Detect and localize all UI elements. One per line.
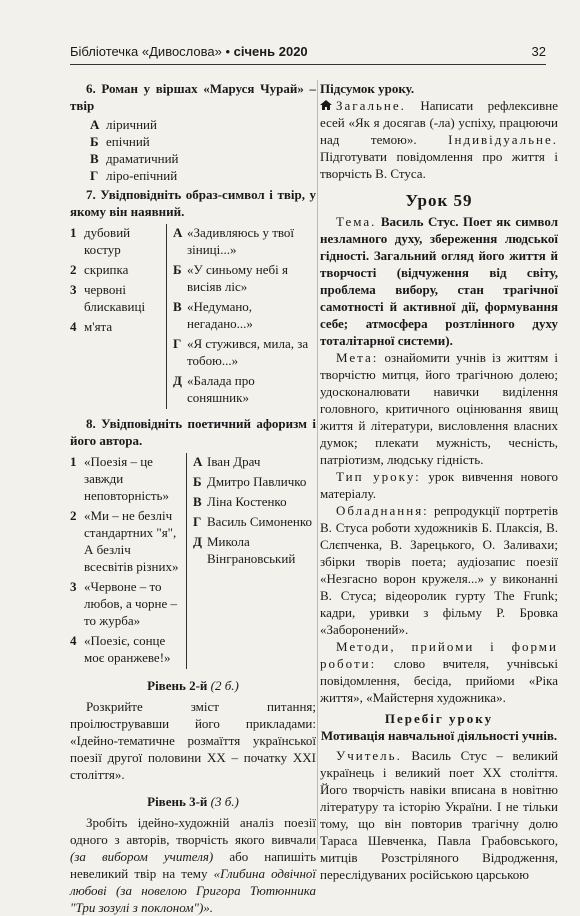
- q8-right-item-text: Ліна Костенко: [207, 494, 287, 509]
- q6-option-letter: Г: [90, 168, 99, 183]
- q7-left-item-key: 4: [70, 319, 77, 334]
- q8-right-item-key: Д: [193, 534, 202, 549]
- q8-right-item: [193, 493, 316, 510]
- q8-right-item-key: Б: [193, 474, 202, 489]
- question-7: 7. Увідповідніть образ-символ і твір, у якому він наявний.: [70, 187, 316, 219]
- q6-option-letter: А: [90, 117, 100, 132]
- q7-right-item: [173, 261, 316, 295]
- q8-left-item-text: «Поезіє, сонце моє оранжеве!»: [84, 633, 171, 665]
- q7-left-item: [70, 281, 162, 315]
- q6-option-text: драматичний: [106, 151, 179, 166]
- q7-right-item-text: «Я стужився, мила, за тобою...»: [187, 336, 309, 368]
- q8-left-item-text: «Червоне – то любов, а чорне – то журба»: [84, 579, 177, 628]
- question-7-matching: [70, 224, 316, 409]
- q8-right-item-key: Г: [193, 514, 202, 529]
- motivation-heading: Мотивація навчальної діяльності учнів.: [320, 728, 558, 743]
- q7-right-item-text: «У синьому небі я висіяв ліс»: [187, 262, 288, 294]
- q7-left-item: [70, 224, 162, 258]
- q6-option: [70, 167, 316, 184]
- q6-option-text: епічний: [106, 134, 150, 149]
- question-6-options: [70, 116, 316, 184]
- q8-right-item: [193, 473, 316, 490]
- question-7-left-list: [70, 224, 167, 409]
- q7-right-item: [173, 335, 316, 369]
- q7-right-item-text: «Балада про соняшник»: [187, 373, 255, 405]
- q8-left-item-key: 2: [70, 508, 77, 523]
- q7-right-item-key: В: [173, 299, 182, 314]
- q8-left-item: [70, 453, 182, 504]
- q7-left-item-text: м'ята: [84, 319, 113, 334]
- q8-right-item: [193, 533, 316, 567]
- teacher-speech: Учитель. Василь Стус – великий українець і великий поет XX століття. Його творчість навіки вписана в новітню літературу та історію України. І не тільки тому, що він повторив трагічну долю Тараса Шевченка, Павла Грабовського, митців Розстріляного Відродження, переслідуваних російською царською: [320, 748, 558, 882]
- q7-right-item-text: «Недумано, негадано...»: [187, 299, 253, 331]
- q8-left-item-text: «Ми – не безліч стандартних "я", А безліч всесвітів різних»: [84, 508, 179, 574]
- q7-left-item: [70, 261, 162, 278]
- q8-right-item: [193, 513, 316, 530]
- q7-right-item: [173, 298, 316, 332]
- page-number: 32: [531, 44, 546, 59]
- q7-left-item: [70, 318, 162, 335]
- q7-right-item-key: Б: [173, 262, 182, 277]
- column-divider: [317, 80, 318, 850]
- header-issue-date: січень 2020: [233, 44, 308, 59]
- lesson-type: Тип уроку: урок вивчення нового матеріалу.: [320, 469, 558, 501]
- q8-left-item-key: 3: [70, 579, 77, 594]
- level-2-heading: Рівень 2-й (2 б.): [147, 678, 239, 693]
- q6-option-letter: Б: [90, 134, 99, 149]
- q8-left-item-key: 1: [70, 454, 77, 469]
- q8-left-item-key: 4: [70, 633, 77, 648]
- lesson-goal: Мета: ознайомити учнів із життям і творчістю митця, його трагічною долею; удосконалювати навички виділення головного, критичного оцінювання явищ життя й літератури, висловлення власних думок; плекати мужність, чесність, патріотизм, людську гідність.: [320, 350, 558, 467]
- level-3-text: Зробіть ідейно-художній аналіз поезії одного з авторів, творчість якого вивчали (за вибором учителя) або напишіть невеликий твір на тему «Глибина одвічної любові (за новелою Григора Тютюнника "Три зозулі з поклоном")».: [70, 815, 317, 915]
- q8-left-item-text: «Поезія – це завжди неповторність»: [84, 454, 169, 503]
- right-column: [320, 80, 558, 883]
- lesson-equipment: Обладнання: репродукції портретів В. Стуса роботи художників Б. Плаксія, В. Слєпченка, В. Зарецького, О. Заливахи; збірки творів поета; аудіозапис поезії «Незгасно ворон кружеля...» у виконанні В. Стуса; відеоролик гурту The Frunk; кадри, уривки з фільму Р. Бровка «Заборонений».: [320, 503, 558, 637]
- q7-right-item-key: Г: [173, 336, 182, 351]
- header-title: Бібліотечка «Дивослова» • січень 2020: [70, 44, 308, 59]
- question-6: 6. Роман у віршах «Маруся Чурай» – твір: [70, 81, 316, 113]
- q8-right-item-text: Дмитро Павличко: [207, 474, 307, 489]
- q6-option-text: ліро-епічний: [106, 168, 178, 183]
- q8-left-item: [70, 632, 182, 666]
- question-7-right-list: [167, 224, 316, 409]
- q7-left-item-key: 1: [70, 225, 77, 240]
- lesson-number: Урок 59: [405, 191, 473, 210]
- level-2-text: Розкрийте зміст питання; проілюструвавши його прикладами: «Ідейно-тематичне розмаїття української поезії другої половини XX – початку XXI століття».: [70, 699, 316, 782]
- q7-right-item: [173, 224, 316, 258]
- header-rule: [70, 64, 546, 65]
- q7-right-item-key: А: [173, 225, 183, 240]
- question-8-matching: [70, 453, 316, 669]
- q8-right-item-key: А: [193, 454, 203, 469]
- level-3-heading: Рівень 3-й (3 б.): [147, 794, 239, 809]
- question-8-right-list: [187, 453, 316, 669]
- running-header: [70, 44, 546, 64]
- q8-right-item-key: В: [193, 494, 202, 509]
- q7-left-item-key: 2: [70, 262, 77, 277]
- q7-left-item-key: 3: [70, 282, 77, 297]
- q7-right-item-text: «Задивляюсь у твої зіниці...»: [187, 225, 295, 257]
- lesson-methods: Методи, прийоми і форми роботи: слово вчителя, учнівські повідомлення, бесіда, прийоми «Ріка життя», «Майстерня художника».: [320, 639, 558, 705]
- q8-right-item-text: Микола Вінграновський: [207, 534, 296, 566]
- lesson-course-heading: Перебіг уроку: [384, 711, 494, 726]
- q7-left-item-text: дубовий костур: [84, 225, 131, 257]
- q8-right-item: [193, 453, 316, 470]
- q6-option: [70, 133, 316, 150]
- q7-right-item: [173, 372, 316, 406]
- question-8: 8. Увідповідніть поетичний афоризм і його автора.: [70, 416, 316, 448]
- q8-right-item-text: Іван Драч: [207, 454, 261, 469]
- q8-left-item: [70, 507, 182, 575]
- q6-option: [70, 150, 316, 167]
- q6-option: [70, 116, 316, 133]
- homework-general: Загальне. Написати рефлексивне есей «Як я досягав (-ла) успіху, працюючи над темою». Індивідуальне. Підготувати повідомлення про життя і творчість В. Стуса.: [320, 98, 558, 181]
- question-8-left-list: [70, 453, 187, 669]
- lesson-theme: Тема. Василь Стус. Поет як символ незламного духу, збереження людської гідності. Загальний огляд його життя й творчості (відчуження від світу, проблема вибору, стан трагічної самотності й активної дії, формування себе; атмосфера розтлінного духу тоталітарної системи).: [320, 214, 558, 348]
- home-icon: [320, 100, 332, 110]
- q7-left-item-text: червоні блискавиці: [84, 282, 146, 314]
- q6-option-letter: В: [90, 151, 99, 166]
- lesson-summary-heading: Підсумок уроку.: [320, 81, 415, 96]
- q7-right-item-key: Д: [173, 373, 182, 388]
- q7-left-item-text: скрипка: [84, 262, 129, 277]
- q6-option-text: ліричний: [106, 117, 157, 132]
- left-column: [70, 80, 316, 916]
- q8-left-item: [70, 578, 182, 629]
- q8-right-item-text: Василь Симоненко: [207, 514, 313, 529]
